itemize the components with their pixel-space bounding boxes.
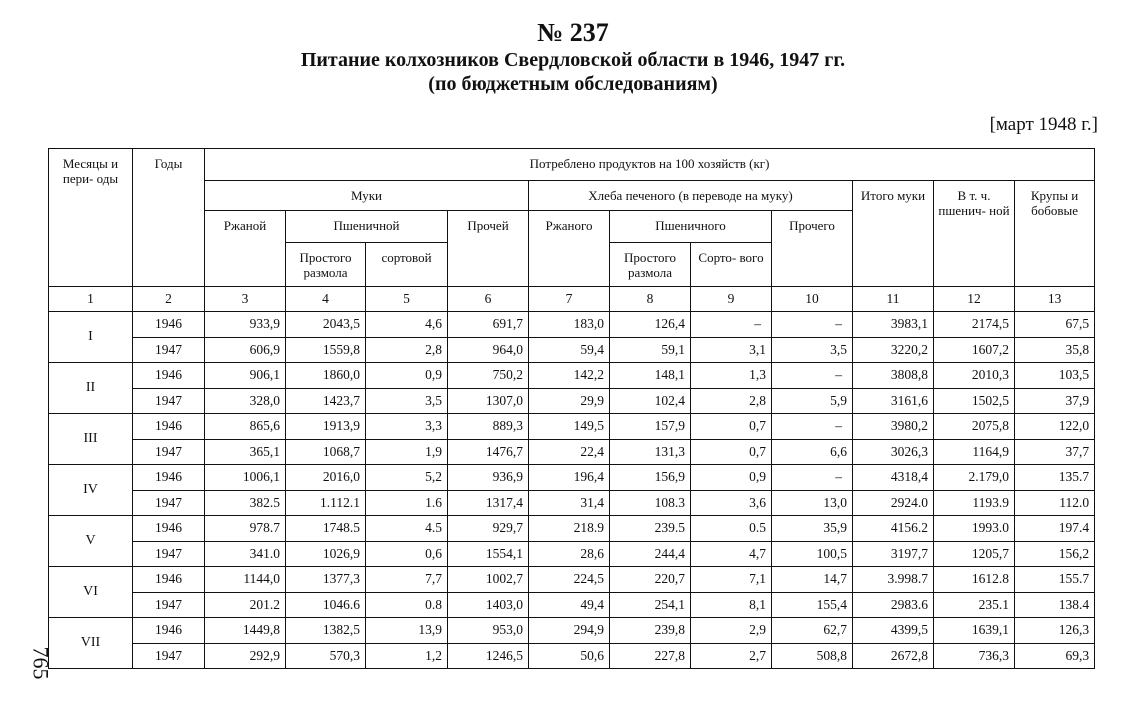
header-groats: Крупы и бобовые: [1015, 181, 1095, 287]
value-cell: 35,8: [1015, 337, 1095, 363]
value-cell: 155,4: [772, 592, 853, 618]
value-cell: 3161,6: [853, 388, 934, 414]
value-cell: 1307,0: [448, 388, 529, 414]
value-cell: 933,9: [205, 312, 286, 338]
value-cell: 6,6: [772, 439, 853, 465]
value-cell: 3,6: [691, 490, 772, 516]
value-cell: 4399,5: [853, 618, 934, 644]
value-cell: 156,9: [610, 465, 691, 491]
column-number: 10: [772, 287, 853, 312]
value-cell: 239.5: [610, 516, 691, 542]
value-cell: 1006,1: [205, 465, 286, 491]
value-cell: 1,3: [691, 363, 772, 389]
value-cell: 69,3: [1015, 643, 1095, 669]
table-body: [49, 312, 1095, 669]
month-cell: I: [49, 312, 133, 363]
value-cell: 2.179,0: [934, 465, 1015, 491]
header-rye: Ржаной: [205, 211, 286, 287]
header-rye-bread: Ржаного: [529, 211, 610, 287]
table-row: [49, 465, 1095, 491]
header-other-bread: Прочего: [772, 211, 853, 287]
value-cell: 183,0: [529, 312, 610, 338]
column-number: 3: [205, 287, 286, 312]
header-years: Годы: [133, 149, 205, 287]
year-cell: 1947: [133, 337, 205, 363]
value-cell: 4,6: [366, 312, 448, 338]
value-cell: 35,9: [772, 516, 853, 542]
value-cell: 750,2: [448, 363, 529, 389]
value-cell: 138.4: [1015, 592, 1095, 618]
nutrition-table: [48, 148, 1095, 669]
value-cell: 1026,9: [286, 541, 366, 567]
value-cell: 1068,7: [286, 439, 366, 465]
table-row: [49, 567, 1095, 593]
value-cell: 365,1: [205, 439, 286, 465]
year-cell: 1946: [133, 312, 205, 338]
header-graded: сортовой: [366, 243, 448, 287]
value-cell: 2010,3: [934, 363, 1015, 389]
value-cell: 4318,4: [853, 465, 934, 491]
value-cell: 1193.9: [934, 490, 1015, 516]
value-cell: 292,9: [205, 643, 286, 669]
value-cell: 2016,0: [286, 465, 366, 491]
column-number: 6: [448, 287, 529, 312]
value-cell: 4156.2: [853, 516, 934, 542]
header-total-flour: Итого муки: [853, 181, 934, 287]
column-number: 2: [133, 287, 205, 312]
value-cell: 239,8: [610, 618, 691, 644]
value-cell: 13,0: [772, 490, 853, 516]
value-cell: 14,7: [772, 567, 853, 593]
header-consumed: Потреблено продуктов на 100 хозяйств (кг): [205, 149, 1095, 181]
value-cell: 1.112.1: [286, 490, 366, 516]
value-cell: –: [691, 312, 772, 338]
value-cell: 606,9: [205, 337, 286, 363]
value-cell: 3,3: [366, 414, 448, 440]
month-cell: II: [49, 363, 133, 414]
year-cell: 1947: [133, 388, 205, 414]
year-cell: 1947: [133, 643, 205, 669]
value-cell: 155.7: [1015, 567, 1095, 593]
value-cell: 1246,5: [448, 643, 529, 669]
value-cell: 2,7: [691, 643, 772, 669]
table-row: [49, 618, 1095, 644]
year-cell: 1947: [133, 541, 205, 567]
value-cell: 382.5: [205, 490, 286, 516]
year-cell: 1947: [133, 490, 205, 516]
value-cell: 149,5: [529, 414, 610, 440]
value-cell: 126,3: [1015, 618, 1095, 644]
table-row: [49, 439, 1095, 465]
value-cell: 131,3: [610, 439, 691, 465]
value-cell: 1913,9: [286, 414, 366, 440]
value-cell: 1449,8: [205, 618, 286, 644]
header-wheat-bread: Пшеничного: [610, 211, 772, 243]
year-cell: 1946: [133, 516, 205, 542]
year-cell: 1946: [133, 363, 205, 389]
table-row: [49, 516, 1095, 542]
table-row: [49, 312, 1095, 338]
value-cell: 126,4: [610, 312, 691, 338]
value-cell: 1403,0: [448, 592, 529, 618]
header-wheat: Пшеничной: [286, 211, 448, 243]
value-cell: 7,7: [366, 567, 448, 593]
month-cell: V: [49, 516, 133, 567]
value-cell: 1144,0: [205, 567, 286, 593]
value-cell: 103,5: [1015, 363, 1095, 389]
header-graded-bread: Сорто- вого: [691, 243, 772, 287]
value-cell: 1.6: [366, 490, 448, 516]
value-cell: 29,9: [529, 388, 610, 414]
column-number: 12: [934, 287, 1015, 312]
value-cell: 1046.6: [286, 592, 366, 618]
value-cell: 8,1: [691, 592, 772, 618]
value-cell: 28,6: [529, 541, 610, 567]
value-cell: 736,3: [934, 643, 1015, 669]
value-cell: 978.7: [205, 516, 286, 542]
value-cell: 1164,9: [934, 439, 1015, 465]
value-cell: 5,9: [772, 388, 853, 414]
value-cell: 1,2: [366, 643, 448, 669]
column-number: 1: [49, 287, 133, 312]
value-cell: 2,9: [691, 618, 772, 644]
value-cell: 294,9: [529, 618, 610, 644]
value-cell: 2672,8: [853, 643, 934, 669]
value-cell: 67,5: [1015, 312, 1095, 338]
value-cell: 0,9: [366, 363, 448, 389]
value-cell: 3983,1: [853, 312, 934, 338]
value-cell: 1476,7: [448, 439, 529, 465]
value-cell: 37,7: [1015, 439, 1095, 465]
value-cell: 691,7: [448, 312, 529, 338]
month-cell: IV: [49, 465, 133, 516]
value-cell: 148,1: [610, 363, 691, 389]
value-cell: 3980,2: [853, 414, 934, 440]
header-simple-grind-bread: Простого размола: [610, 243, 691, 287]
value-cell: 2,8: [366, 337, 448, 363]
value-cell: 37,9: [1015, 388, 1095, 414]
value-cell: 1502,5: [934, 388, 1015, 414]
value-cell: 157,9: [610, 414, 691, 440]
header-simple-grind: Простого размола: [286, 243, 366, 287]
value-cell: 964,0: [448, 337, 529, 363]
year-cell: 1947: [133, 592, 205, 618]
value-cell: 122,0: [1015, 414, 1095, 440]
value-cell: 1639,1: [934, 618, 1015, 644]
value-cell: 2983.6: [853, 592, 934, 618]
value-cell: 929,7: [448, 516, 529, 542]
header-bread: Хлеба печеного (в переводе на муку): [529, 181, 853, 211]
value-cell: 102,4: [610, 388, 691, 414]
year-cell: 1946: [133, 618, 205, 644]
value-cell: 218.9: [529, 516, 610, 542]
value-cell: 3197,7: [853, 541, 934, 567]
value-cell: 0,7: [691, 414, 772, 440]
value-cell: 1559,8: [286, 337, 366, 363]
value-cell: –: [772, 465, 853, 491]
value-cell: 0.5: [691, 516, 772, 542]
value-cell: 865,6: [205, 414, 286, 440]
value-cell: 508,8: [772, 643, 853, 669]
value-cell: 22,4: [529, 439, 610, 465]
year-cell: 1946: [133, 414, 205, 440]
document-title-block: [0, 18, 1146, 96]
value-cell: 1554,1: [448, 541, 529, 567]
value-cell: 3,5: [366, 388, 448, 414]
column-number: 13: [1015, 287, 1095, 312]
value-cell: 2043,5: [286, 312, 366, 338]
value-cell: 49,4: [529, 592, 610, 618]
value-cell: 1423,7: [286, 388, 366, 414]
value-cell: 3026,3: [853, 439, 934, 465]
value-cell: 889,3: [448, 414, 529, 440]
page-number: 765: [28, 646, 54, 680]
column-number: 11: [853, 287, 934, 312]
column-number: 4: [286, 287, 366, 312]
header-incl-wheat: В т. ч. пшенич- ной: [934, 181, 1015, 287]
table-row: [49, 388, 1095, 414]
value-cell: 112.0: [1015, 490, 1095, 516]
value-cell: 13,9: [366, 618, 448, 644]
column-number-row: [49, 287, 1095, 312]
table-row: [49, 592, 1095, 618]
value-cell: 135.7: [1015, 465, 1095, 491]
value-cell: 2174,5: [934, 312, 1015, 338]
value-cell: 227,8: [610, 643, 691, 669]
value-cell: 3,1: [691, 337, 772, 363]
value-cell: 7,1: [691, 567, 772, 593]
table-row: [49, 337, 1095, 363]
value-cell: 197.4: [1015, 516, 1095, 542]
value-cell: 3,5: [772, 337, 853, 363]
year-cell: 1946: [133, 567, 205, 593]
value-cell: 0,9: [691, 465, 772, 491]
value-cell: 196,4: [529, 465, 610, 491]
value-cell: 5,2: [366, 465, 448, 491]
value-cell: 50,6: [529, 643, 610, 669]
value-cell: 953,0: [448, 618, 529, 644]
value-cell: 2,8: [691, 388, 772, 414]
value-cell: 570,3: [286, 643, 366, 669]
value-cell: 328,0: [205, 388, 286, 414]
value-cell: 906,1: [205, 363, 286, 389]
document-title: Питание колхозников Свердловской области в 1946, 1947 гг.: [300, 49, 846, 71]
table-row: [49, 414, 1095, 440]
document-number: № 237: [537, 18, 609, 47]
value-cell: 1205,7: [934, 541, 1015, 567]
column-number: 9: [691, 287, 772, 312]
table-row: [49, 490, 1095, 516]
value-cell: 31,4: [529, 490, 610, 516]
value-cell: 0.8: [366, 592, 448, 618]
table-row: [49, 363, 1095, 389]
value-cell: 100,5: [772, 541, 853, 567]
value-cell: 0,6: [366, 541, 448, 567]
value-cell: 4.5: [366, 516, 448, 542]
value-cell: 235.1: [934, 592, 1015, 618]
value-cell: 1,9: [366, 439, 448, 465]
value-cell: 1002,7: [448, 567, 529, 593]
value-cell: 244,4: [610, 541, 691, 567]
value-cell: 201.2: [205, 592, 286, 618]
value-cell: 1748.5: [286, 516, 366, 542]
value-cell: –: [772, 414, 853, 440]
value-cell: 3220,2: [853, 337, 934, 363]
column-number: 8: [610, 287, 691, 312]
month-cell: III: [49, 414, 133, 465]
value-cell: 2924.0: [853, 490, 934, 516]
value-cell: 1612.8: [934, 567, 1015, 593]
value-cell: 108.3: [610, 490, 691, 516]
table-row: [49, 541, 1095, 567]
document-subtitle: (по бюджетным обследованиям): [428, 73, 718, 95]
year-cell: 1947: [133, 439, 205, 465]
value-cell: 59,1: [610, 337, 691, 363]
value-cell: 1377,3: [286, 567, 366, 593]
month-cell: VII: [49, 618, 133, 669]
value-cell: 0,7: [691, 439, 772, 465]
value-cell: 142,2: [529, 363, 610, 389]
header-months: Месяцы и пери- оды: [49, 149, 133, 287]
header-other: Прочей: [448, 211, 529, 287]
value-cell: 1860,0: [286, 363, 366, 389]
value-cell: 936,9: [448, 465, 529, 491]
table-row: [49, 643, 1095, 669]
column-number: 5: [366, 287, 448, 312]
value-cell: –: [772, 363, 853, 389]
value-cell: 62,7: [772, 618, 853, 644]
value-cell: 1607,2: [934, 337, 1015, 363]
value-cell: 59,4: [529, 337, 610, 363]
year-cell: 1946: [133, 465, 205, 491]
date-note: [март 1948 г.]: [989, 114, 1098, 135]
value-cell: 1382,5: [286, 618, 366, 644]
column-number: 7: [529, 287, 610, 312]
value-cell: –: [772, 312, 853, 338]
value-cell: 156,2: [1015, 541, 1095, 567]
value-cell: 4,7: [691, 541, 772, 567]
header-flour: Муки: [205, 181, 529, 211]
value-cell: 2075,8: [934, 414, 1015, 440]
value-cell: 3808,8: [853, 363, 934, 389]
value-cell: 220,7: [610, 567, 691, 593]
value-cell: 1317,4: [448, 490, 529, 516]
value-cell: 3.998.7: [853, 567, 934, 593]
value-cell: 224,5: [529, 567, 610, 593]
value-cell: 254,1: [610, 592, 691, 618]
month-cell: VI: [49, 567, 133, 618]
value-cell: 1993.0: [934, 516, 1015, 542]
value-cell: 341.0: [205, 541, 286, 567]
